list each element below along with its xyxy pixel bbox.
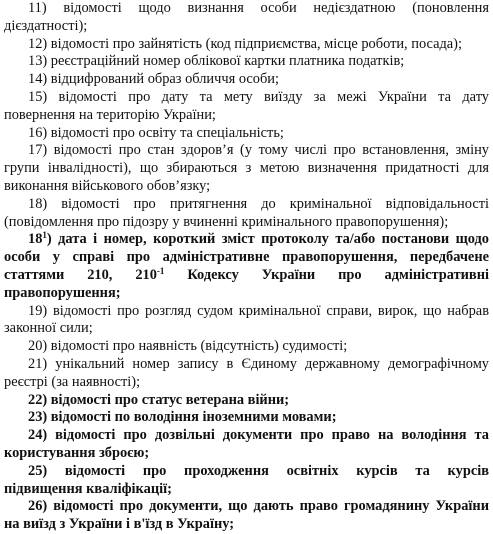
item-21-line-2: реєстрі (за наявності); [4,373,141,390]
item-24-line-2: користування зброєю; [4,444,150,461]
list-item-11 [4,0,489,36]
item-14-line-1: 14) відцифрований образ обличчя особи; [28,71,279,88]
item-18-1-line-1 [4,231,489,249]
item-19-line-2: законної сили; [4,320,93,337]
item-18-1-superscript: 1 [42,230,47,241]
item-15-line-2: повернення на територію України; [4,106,216,123]
item-26-line-1: 26) відомості про документи, що дають право громадянину України [28,498,489,515]
item-26-line-2: на виїзд з України і в'їзд в Україну; [4,516,235,533]
item-17-line-3: виконання військового обов’язку; [4,177,211,194]
item-25-line-2: підвищення кваліфікації; [4,480,172,497]
list-item-18-1 [4,231,489,302]
list-item-13 [4,53,489,71]
list-item-24 [4,427,489,463]
list-item-21 [4,356,489,392]
list-item-14 [4,71,489,89]
item-18-1-line-4: правопорушення; [4,284,121,301]
list-item-16 [4,125,489,143]
item-23-line-1: 23) відомості по володіння іноземними мовами; [28,409,337,426]
item-18-1-number: 18 [28,231,43,248]
item-18-1-code: Кодексу України про адміністративні [164,266,489,283]
item-18-1-articles: статтями 210, 210 [4,266,157,283]
item-19-line-1: 19) відомості про розгляд судом кримінальної справи, вирок, що набрав [28,302,489,319]
item-11-line-2: дієздатності); [4,17,88,34]
item-12-line-1: 12) відомості про зайнятість (код підприємства, місце роботи, посада); [28,35,462,52]
item-15-line-1: 15) відомості про дату та мету виїзду за межі України та дату [28,88,489,105]
item-18-line-1: 18) відомості про притягнення до кримінальної відповідальності [28,195,489,212]
list-item-19 [4,303,489,339]
list-item-17 [4,142,489,195]
list-item-25 [4,463,489,499]
list-item-12 [4,36,489,54]
item-17-line-2: групи інвалідності), що збираються з метою визначення придатності для [4,160,489,177]
item-18-1-line-3 [4,267,489,285]
item-13-line-1: 13) реєстраційний номер облікової картки платника податків; [28,53,405,70]
item-24-line-1: 24) відомості про дозвільні документи про право на володіння та [28,427,489,444]
list-item-26 [4,498,489,534]
item-18-1-line-2: особи у справі про адміністративне правопорушення, передбачене [4,249,489,266]
item-18-1-text: ) дата і номер, короткий зміст протоколу та/або постанови щодо [46,231,489,248]
item-11-line-1: 11) відомості щодо визнання особи недієздатною (поновлення [28,0,489,16]
list-item-15 [4,89,489,125]
item-18-1-article-superscript: -1 [156,265,165,276]
list-item-22 [4,392,489,410]
item-17-line-1: 17) відомості про стан здоров’я (у тому числі про встановлення, зміну [28,142,489,159]
list-item-23 [4,409,489,427]
item-22-line-1: 22) відомості про статус ветерана війни; [28,391,290,408]
list-item-18 [4,196,489,232]
item-21-line-1: 21) унікальний номер запису в Єдиному державному демографічному [28,355,489,372]
item-20-line-1: 20) відомості про наявність (відсутність) судимості; [28,338,348,355]
item-25-line-1: 25) відомості про проходження освітніх курсів та курсів [28,462,489,479]
item-16-line-1: 16) відомості про освіту та спеціальність; [28,124,284,141]
list-item-20 [4,338,489,356]
item-18-line-2: (повідомлення про підозру у вчиненні кримінального правопорушення); [4,213,449,230]
